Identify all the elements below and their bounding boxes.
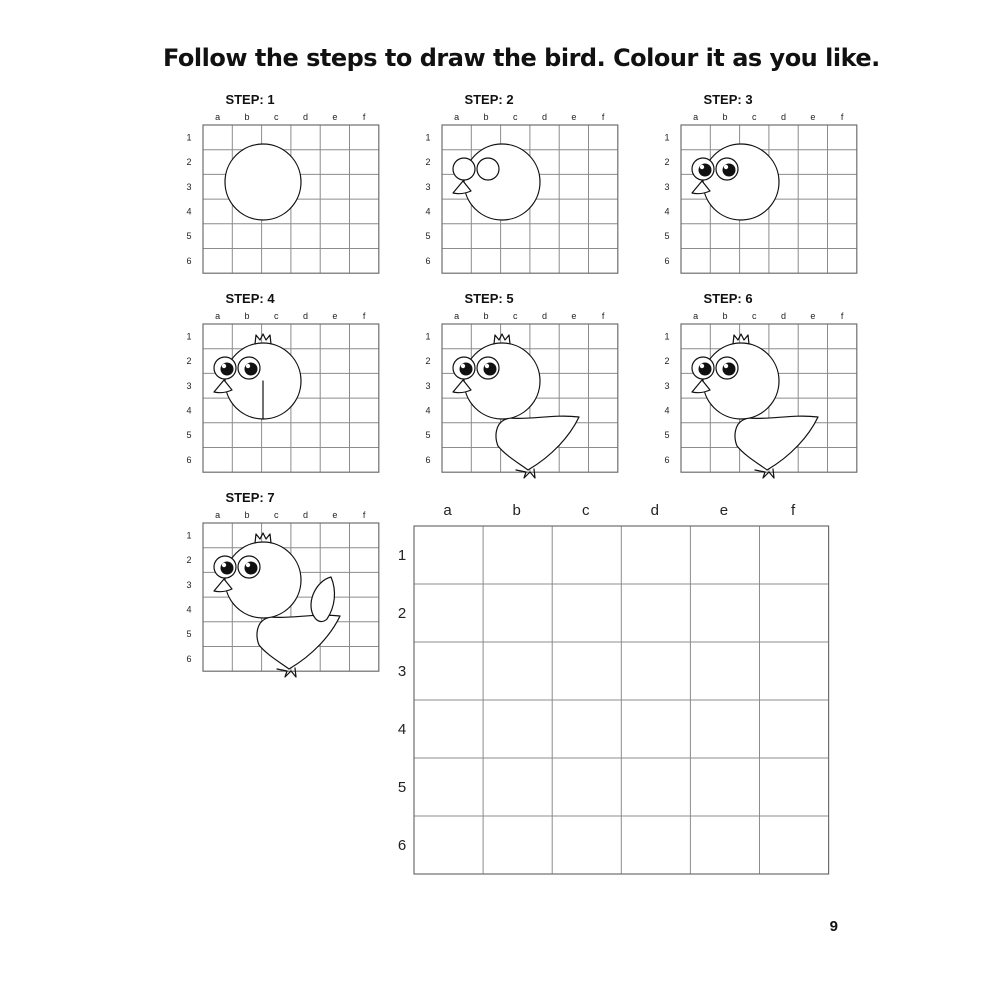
step-label: STEP: 4 xyxy=(225,291,275,306)
column-label: b xyxy=(244,112,250,122)
row-label: 5 xyxy=(664,430,670,441)
left-eye xyxy=(453,158,475,180)
row-label: 6 xyxy=(664,454,670,465)
left-eye-shine xyxy=(461,364,465,368)
column-label: c xyxy=(752,112,757,122)
bird-body xyxy=(496,416,579,470)
column-label: a xyxy=(454,311,460,321)
bird-head xyxy=(464,144,540,220)
left-eye-shine xyxy=(700,165,704,169)
right-eye-shine xyxy=(485,364,489,368)
column-label: e xyxy=(332,311,338,321)
row-label: 4 xyxy=(186,206,192,217)
column-label: b xyxy=(483,311,489,321)
column-label: b xyxy=(722,112,728,122)
column-label: f xyxy=(362,311,366,321)
column-label: f xyxy=(601,112,605,122)
step-drawing-svg xyxy=(384,291,605,481)
column-label: b xyxy=(483,112,489,122)
column-label: b xyxy=(722,311,728,321)
step-panel xyxy=(145,490,366,690)
column-label: e xyxy=(810,112,816,122)
column-label: d xyxy=(303,112,309,122)
row-label: 1 xyxy=(186,132,192,143)
step-panel xyxy=(623,291,844,491)
bird-drawing xyxy=(225,144,301,220)
practice-column-label: d xyxy=(650,502,660,519)
practice-grid[interactable] xyxy=(384,497,844,882)
row-label: 3 xyxy=(425,380,431,391)
step-drawing-svg xyxy=(623,92,844,282)
row-label: 6 xyxy=(425,255,431,266)
row-label: 1 xyxy=(186,331,192,342)
practice-column-label: c xyxy=(582,502,590,519)
practice-row-label: 6 xyxy=(397,837,407,854)
row-label: 6 xyxy=(664,255,670,266)
step-panel xyxy=(145,291,366,491)
row-label: 2 xyxy=(664,356,670,367)
step-panel xyxy=(145,92,366,292)
row-label: 4 xyxy=(186,604,192,615)
step-label: STEP: 2 xyxy=(464,92,514,107)
row-label: 6 xyxy=(186,454,192,465)
row-label: 2 xyxy=(186,157,192,168)
column-label: c xyxy=(274,311,279,321)
row-label: 3 xyxy=(186,579,192,590)
column-label: f xyxy=(840,112,844,122)
bird-feet xyxy=(755,469,774,478)
column-label: c xyxy=(274,112,279,122)
bird-feet xyxy=(277,668,296,677)
row-label: 2 xyxy=(425,157,431,168)
row-label: 6 xyxy=(186,653,192,664)
column-label: e xyxy=(332,112,338,122)
left-eye-shine xyxy=(700,364,704,368)
bird-feet xyxy=(516,469,535,478)
row-label: 5 xyxy=(186,231,192,242)
step-drawing-svg xyxy=(145,490,366,680)
bird-body xyxy=(735,416,818,470)
step-panel xyxy=(384,291,605,491)
bird-head xyxy=(225,542,301,618)
column-label: a xyxy=(454,112,460,122)
row-label: 1 xyxy=(425,331,431,342)
column-label: d xyxy=(781,311,787,321)
column-label: c xyxy=(752,311,757,321)
bird-body xyxy=(257,615,340,669)
practice-row-label: 3 xyxy=(397,663,407,680)
column-label: f xyxy=(362,112,366,122)
right-eye-shine xyxy=(246,563,250,567)
row-label: 2 xyxy=(425,356,431,367)
row-label: 2 xyxy=(186,555,192,566)
bird-head xyxy=(464,343,540,419)
row-label: 5 xyxy=(664,231,670,242)
practice-column-label: e xyxy=(719,502,729,519)
bird-drawing xyxy=(453,334,579,478)
column-label: f xyxy=(601,311,605,321)
practice-column-label: a xyxy=(443,502,452,519)
row-label: 4 xyxy=(664,405,670,416)
column-label: a xyxy=(693,112,699,122)
right-eye xyxy=(477,158,499,180)
step-drawing-svg xyxy=(384,92,605,282)
column-label: d xyxy=(781,112,787,122)
column-label: d xyxy=(542,311,548,321)
row-label: 4 xyxy=(186,405,192,416)
row-label: 3 xyxy=(186,181,192,192)
step-label: STEP: 7 xyxy=(225,490,275,505)
row-label: 1 xyxy=(664,331,670,342)
practice-grid-lines xyxy=(414,526,829,874)
column-label: e xyxy=(571,311,577,321)
left-eye-shine xyxy=(222,563,226,567)
right-eye-shine xyxy=(724,364,728,368)
bird-drawing xyxy=(214,533,340,677)
practice-column-label: f xyxy=(790,502,796,519)
bird-head xyxy=(225,144,301,220)
bird-drawing xyxy=(214,334,301,419)
row-label: 5 xyxy=(186,430,192,441)
row-label: 1 xyxy=(664,132,670,143)
bird-drawing xyxy=(453,144,540,220)
practice-row-label: 1 xyxy=(397,547,407,564)
column-label: d xyxy=(303,510,309,520)
column-label: a xyxy=(693,311,699,321)
row-label: 2 xyxy=(664,157,670,168)
row-label: 3 xyxy=(664,380,670,391)
row-label: 4 xyxy=(425,405,431,416)
step-drawing-svg xyxy=(145,92,366,282)
row-label: 5 xyxy=(425,231,431,242)
step-panel xyxy=(623,92,844,292)
practice-row-label: 4 xyxy=(397,721,407,738)
practice-row-label: 2 xyxy=(397,605,407,622)
column-label: f xyxy=(362,510,366,520)
row-label: 2 xyxy=(186,356,192,367)
page-title: Follow the steps to draw the bird. Colour it as you like. xyxy=(163,44,880,72)
page-number: 9 xyxy=(829,918,838,935)
bird-drawing xyxy=(692,144,779,220)
row-label: 1 xyxy=(425,132,431,143)
column-label: b xyxy=(244,311,250,321)
column-label: b xyxy=(244,510,250,520)
column-label: d xyxy=(542,112,548,122)
column-label: c xyxy=(513,311,518,321)
column-label: f xyxy=(840,311,844,321)
step-label: STEP: 6 xyxy=(703,291,753,306)
step-drawing-svg xyxy=(623,291,844,481)
step-drawing-svg xyxy=(145,291,366,481)
practice-row-label: 5 xyxy=(397,779,407,796)
bird-head xyxy=(703,343,779,419)
column-label: e xyxy=(571,112,577,122)
step-label: STEP: 5 xyxy=(464,291,514,306)
column-label: a xyxy=(215,311,221,321)
bird-drawing xyxy=(692,334,818,478)
column-label: a xyxy=(215,112,221,122)
column-label: c xyxy=(274,510,279,520)
row-label: 5 xyxy=(186,629,192,640)
column-label: e xyxy=(810,311,816,321)
left-eye-shine xyxy=(222,364,226,368)
practice-column-label: b xyxy=(512,502,521,519)
step-panel xyxy=(384,92,605,292)
column-label: c xyxy=(513,112,518,122)
row-label: 5 xyxy=(425,430,431,441)
row-label: 4 xyxy=(425,206,431,217)
column-label: e xyxy=(332,510,338,520)
row-label: 6 xyxy=(186,255,192,266)
step-label: STEP: 1 xyxy=(225,92,275,107)
row-label: 3 xyxy=(186,380,192,391)
row-label: 3 xyxy=(425,181,431,192)
row-label: 6 xyxy=(425,454,431,465)
right-eye-shine xyxy=(724,165,728,169)
row-label: 4 xyxy=(664,206,670,217)
row-label: 3 xyxy=(664,181,670,192)
step-label: STEP: 3 xyxy=(703,92,753,107)
row-label: 1 xyxy=(186,530,192,541)
column-label: d xyxy=(303,311,309,321)
column-label: a xyxy=(215,510,221,520)
right-eye-shine xyxy=(246,364,250,368)
bird-head xyxy=(703,144,779,220)
